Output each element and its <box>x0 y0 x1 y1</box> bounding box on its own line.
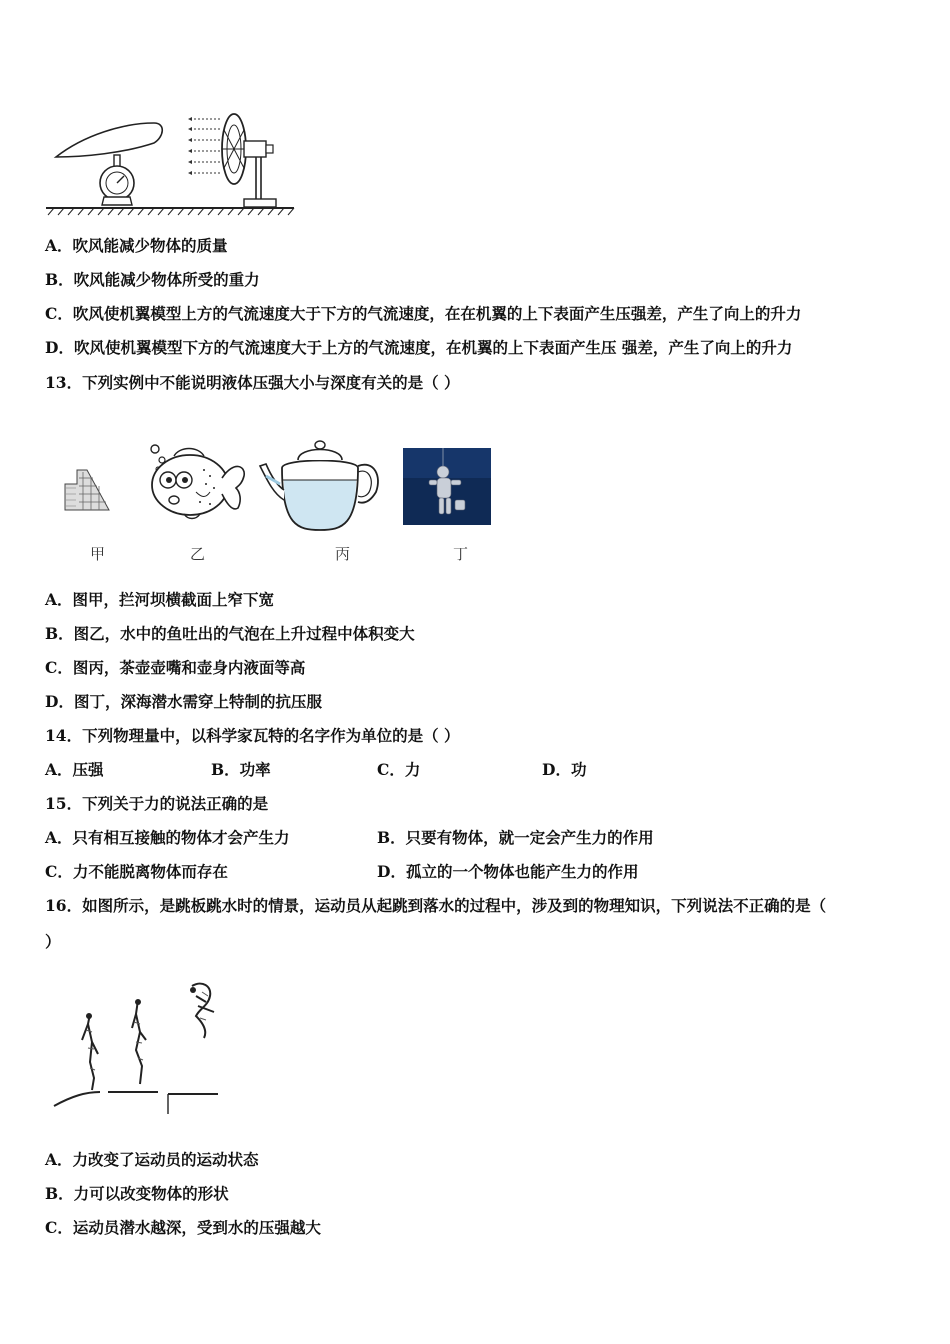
caption-bing: 丙 <box>335 545 351 563</box>
q14-option-b[interactable]: B．功率 <box>211 760 271 779</box>
teapot-figure <box>258 436 382 532</box>
q15-stem: 15．下列关于力的说法正确的是 <box>45 794 269 813</box>
caption-jia: 甲 <box>90 545 106 563</box>
q16-option-a[interactable]: A．力改变了运动员的运动状态 <box>45 1150 259 1169</box>
q13-stem: 13．下列实例中不能说明液体压强大小与深度有关的是（ ） <box>45 373 460 392</box>
q12-option-c[interactable]: C．吹风使机翼模型上方的气流速度大于下方的气流速度，在在机翼的上下表面产生压强差，产生了向上的升力 <box>45 304 802 323</box>
q15-option-c[interactable]: C．力不能脱离物体而存在 <box>45 862 228 881</box>
q14-stem: 14．下列物理量中，以科学家瓦特的名字作为单位的是（ ） <box>45 726 460 745</box>
q15-option-b[interactable]: B．只要有物体，就一定会产生力的作用 <box>377 828 654 847</box>
caption-yi: 乙 <box>190 545 206 563</box>
q16-option-b[interactable]: B．力可以改变物体的形状 <box>45 1184 229 1203</box>
q14-option-d[interactable]: D．功 <box>542 760 587 779</box>
q13-option-c[interactable]: C．图丙，茶壶壶嘴和壶身内液面等高 <box>45 658 306 677</box>
q12-option-d[interactable]: D．吹风使机翼模型下方的气流速度大于上方的气流速度，在机翼的上下表面产生压 强差，产生了向上的升力 <box>45 338 793 357</box>
q12-option-b[interactable]: B．吹风能减少物体所受的重力 <box>45 270 260 289</box>
q15-option-a[interactable]: A．只有相互接触的物体才会产生力 <box>45 828 290 847</box>
q14-option-c[interactable]: C．力 <box>377 760 421 779</box>
dam-figure <box>63 466 113 512</box>
q16-stem-line2: ） <box>45 932 61 951</box>
q14-option-a[interactable]: A．压强 <box>45 760 104 779</box>
caption-ding: 丁 <box>453 545 469 563</box>
q12-option-a[interactable]: A．吹风能减少物体的质量 <box>45 236 228 255</box>
fish-figure <box>146 440 248 522</box>
wing-fan-figure <box>44 105 296 217</box>
q13-option-d[interactable]: D．图丁，深海潜水需穿上特制的抗压服 <box>45 692 322 711</box>
q13-option-b[interactable]: B．图乙，水中的鱼吐出的气泡在上升过程中体积变大 <box>45 624 415 643</box>
diving-sequence-figure <box>52 978 224 1118</box>
q13-option-a[interactable]: A．图甲，拦河坝横截面上窄下宽 <box>45 590 275 609</box>
q16-stem-line1: 16．如图所示，是跳板跳水时的情景，运动员从起跳到落水的过程中，涉及到的物理知识，下列说法不正确的是（ <box>45 896 827 915</box>
q16-option-c[interactable]: C．运动员潜水越深，受到水的压强越大 <box>45 1218 321 1237</box>
q15-option-d[interactable]: D．孤立的一个物体也能产生力的作用 <box>377 862 639 881</box>
diver-photo <box>403 448 491 525</box>
